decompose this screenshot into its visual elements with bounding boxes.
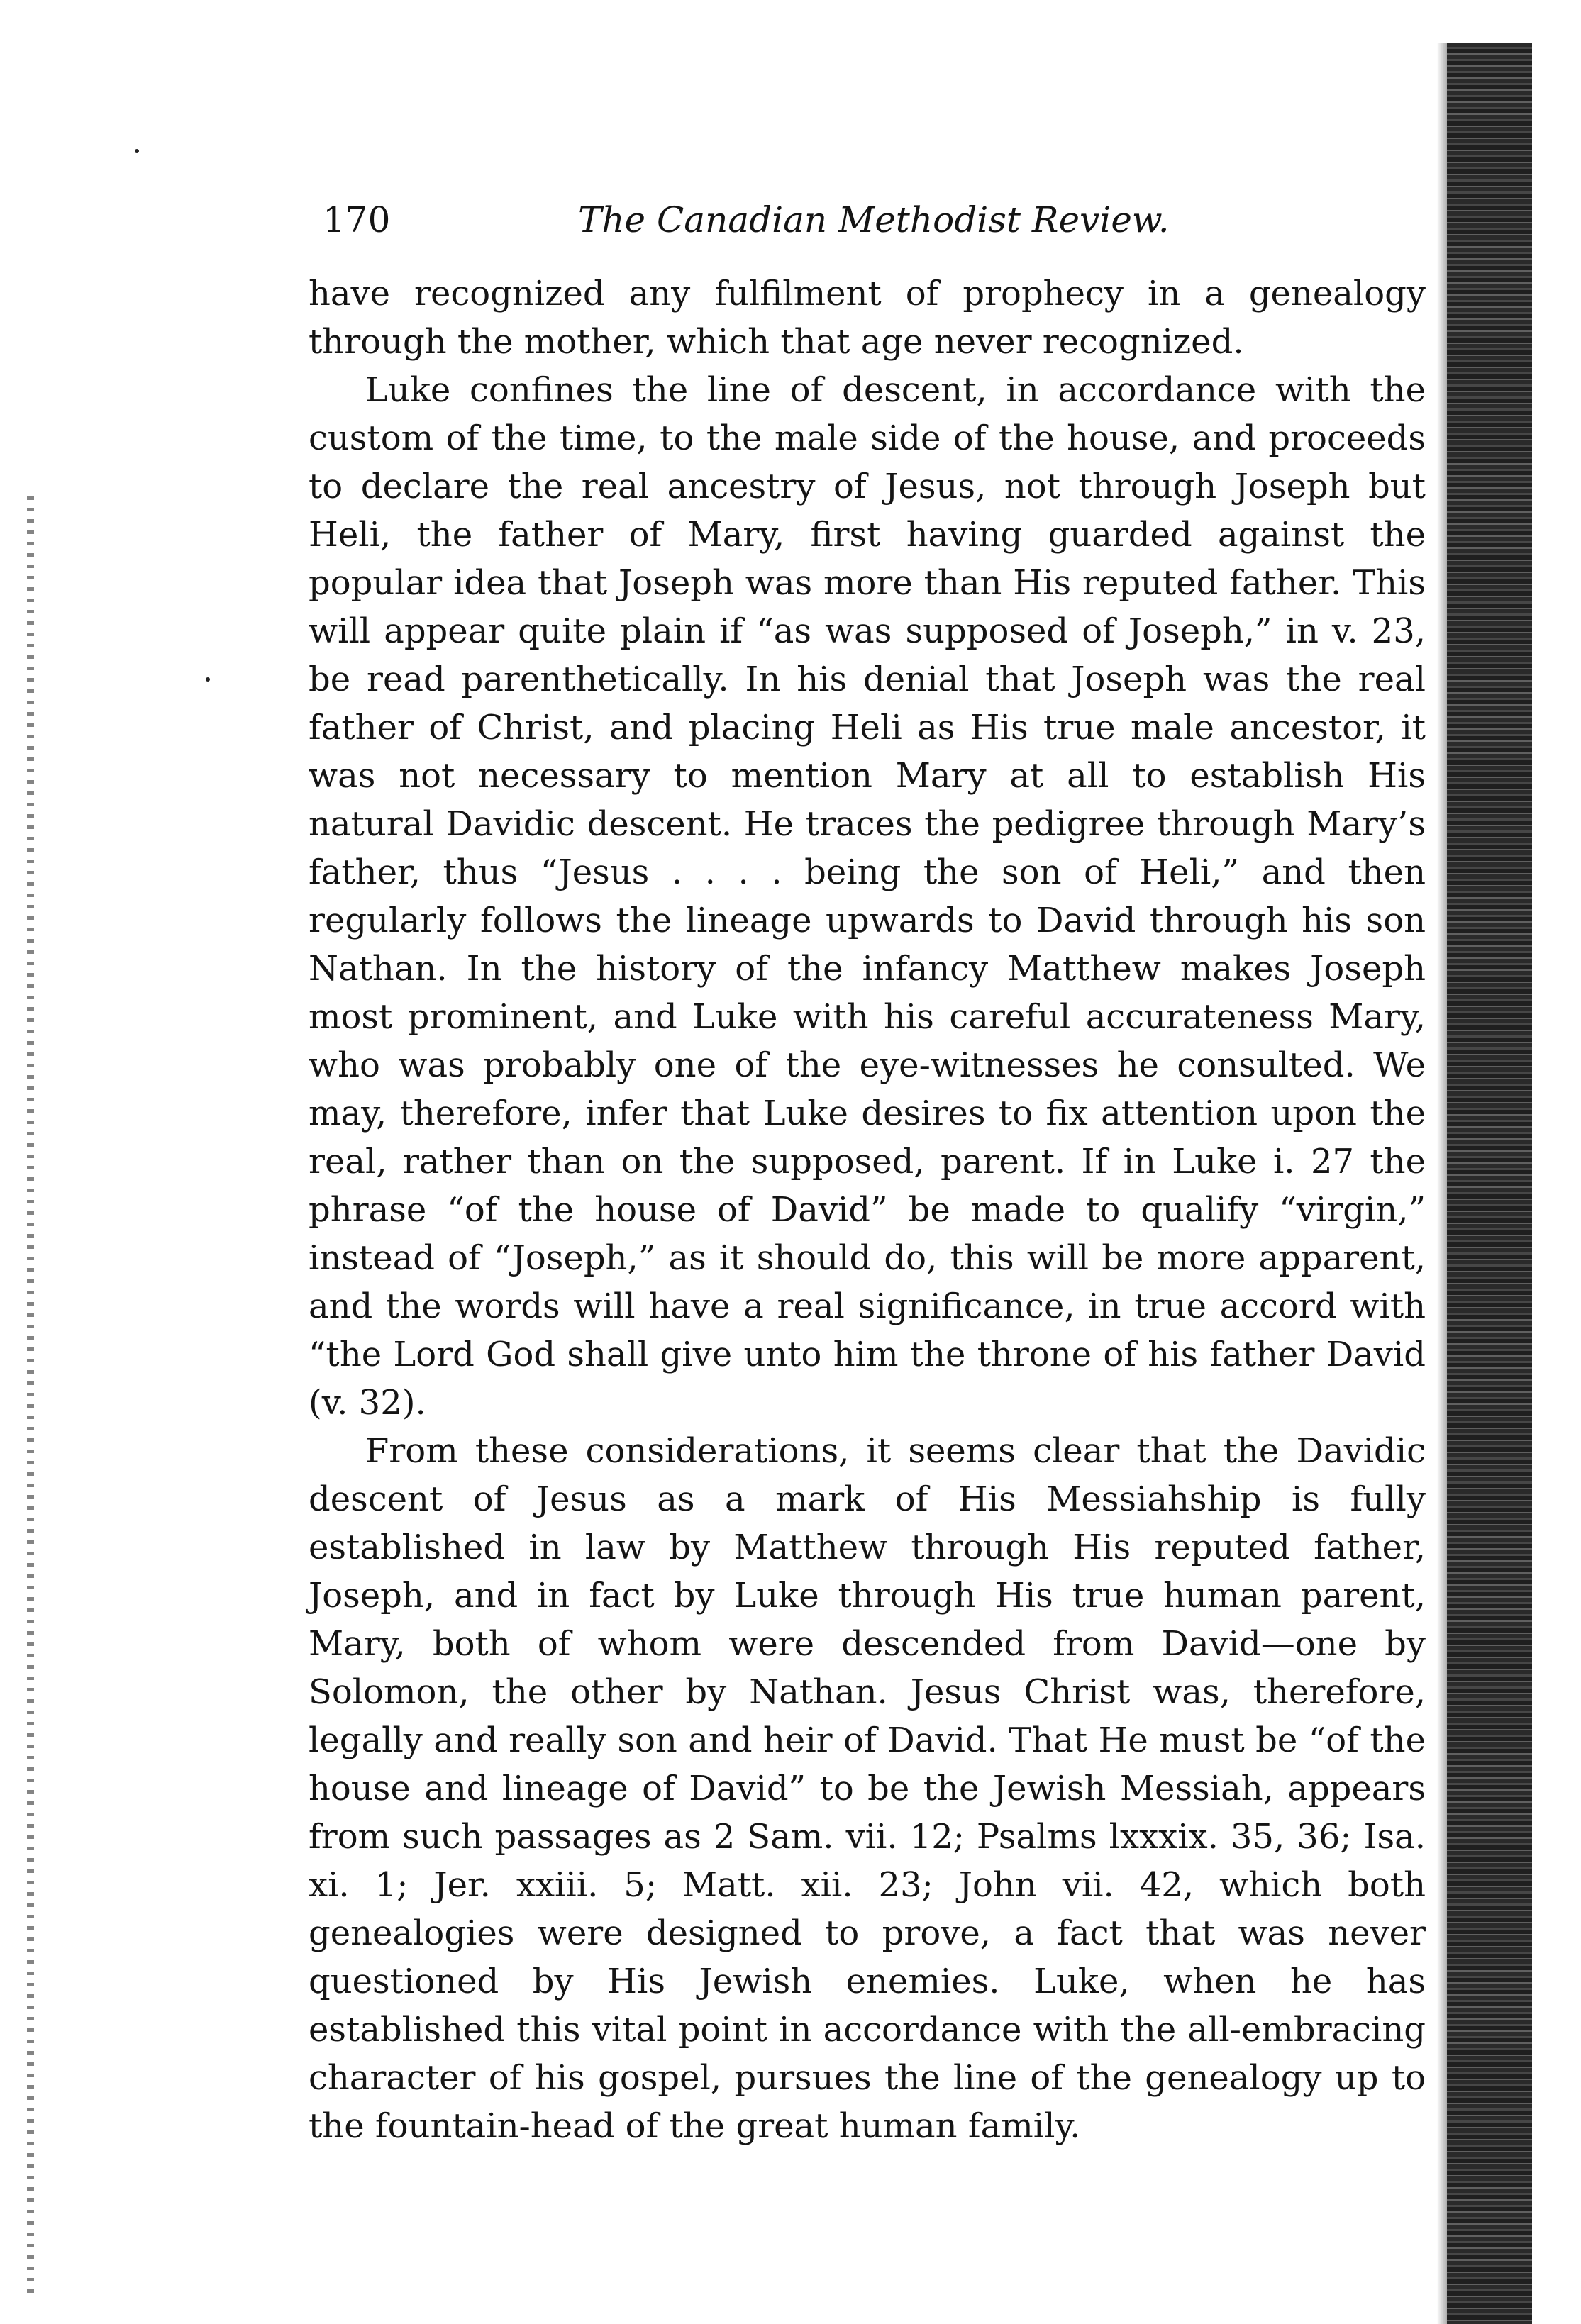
scanned-page-edge [1447, 43, 1532, 2324]
book-page [309, 191, 1426, 2150]
page-number: 170 [323, 199, 391, 240]
binding-shadow [27, 496, 34, 2298]
paragraph-continuation: have recognized any fulfilment of prophecy in a genealogy through the mother, which that age never recognized. [309, 274, 1426, 362]
running-head [309, 191, 1426, 248]
journal-title: The Canadian Methodist Review. [578, 199, 1170, 240]
paragraph-conclusion: From these considerations, it seems clear that the Davidic descent of Jesus as a mark of His Messiahship is fully established in law by Matthew through His reputed father, Joseph, and in fact by Luke through His true human parent, Mary, both of whom were descended from David—one by Solomon, the other by Nathan. Jesus Christ was, therefore, legally and really son and heir of David. That He must be “of the house and lineage of David” to be the Jewish Messiah, appears from such passages as 2 Sam. vii. 12; Psalms lxxxix. 35, 36; Isa. xi. 1; Jer. xxiii. 5; Matt. xii. 23; John vii. 42, which both genealogies were designed to prove, a fact that was never questioned by His Jewish enemies. Luke, when he has established this vital point in accordance with the all-embracing character of his gospel, pursues the line of the genealogy up to the fountain-head of the great human family. [309, 1431, 1426, 2146]
print-speck [135, 149, 139, 153]
print-speck [206, 677, 210, 682]
paragraph-luke-descent: Luke confines the line of descent, in accordance with the custom of the time, to the male side of the house, and proceeds to declare the real ancestry of Jesus, not through Joseph but Heli, the father of Mary, first having guarded against the popular idea that Joseph was more than His reputed father. This will appear quite plain if “as was supposed of Joseph,” in v. 23, be read parenthetically. In his denial that Joseph was the real father of Christ, and placing Heli as His true male ancestor, it was not necessary to mention Mary at all to establish His natural Davidic descent. He traces the pedigree through Mary’s father, thus “Jesus . . . . being the son of Heli,” and then regularly follows the lineage upwards to David through his son Nathan. In the history of the infancy Matthew makes Joseph most prominent, and Luke with his careful accurateness Mary, who was probably one of the eye-witnesses he consulted. We may, therefore, infer that Luke desires to fix attention upon the real, rather than on the supposed, parent. If in Luke i. 27 the phrase “of the house of David” be made to qualify “virgin,” instead of “Joseph,” as it should do, this will be more apparent, and the words will have a real significance, in true accord with “the Lord God shall give unto him the throne of his father David (v. 32). [309, 370, 1426, 1423]
body-text [309, 269, 1426, 2150]
